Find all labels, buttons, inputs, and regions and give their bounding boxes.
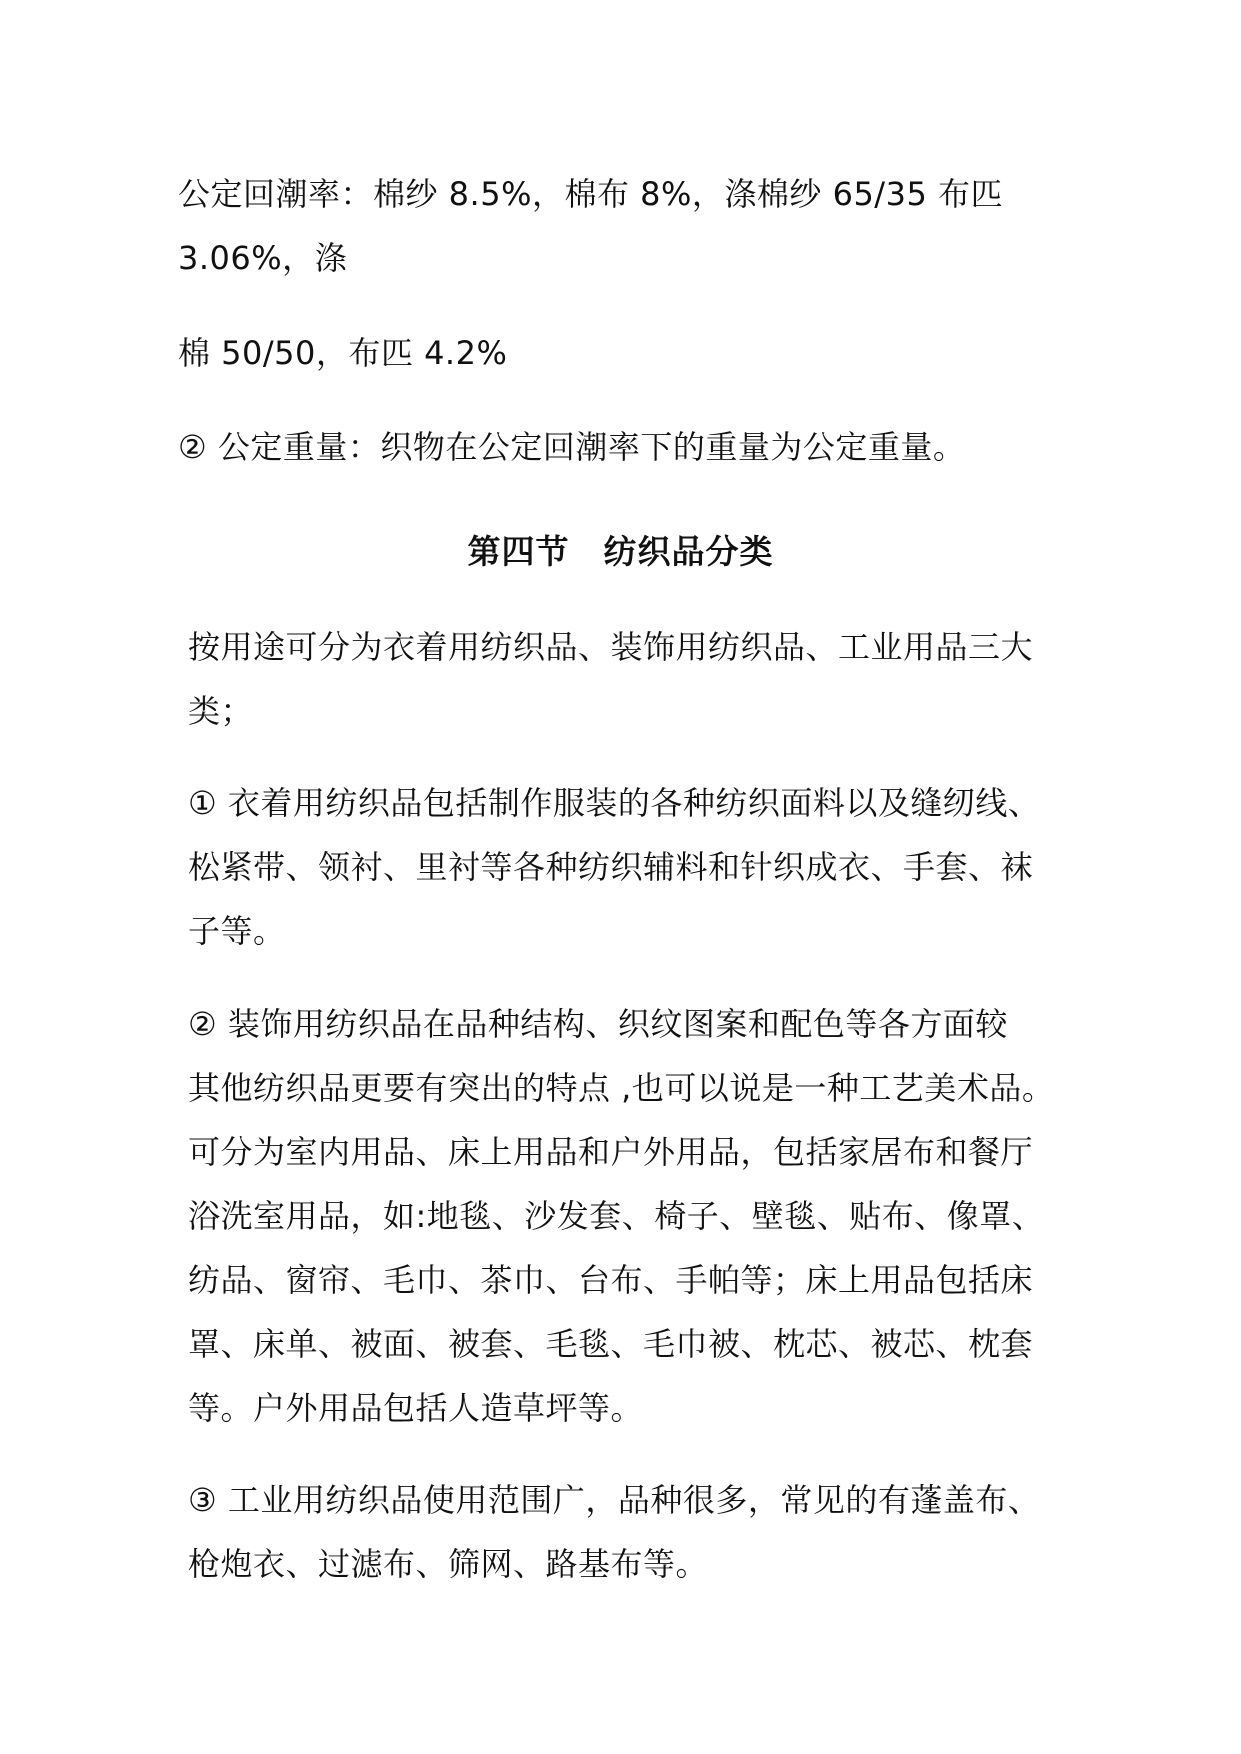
paragraph-line: ③ 工业用纺织品使用范围广，品种很多，常见的有蓬盖布、 (188, 1481, 1041, 1519)
moisture-regain-paragraph (178, 162, 1003, 290)
paragraph-line: 枪炮衣、过滤布、筛网、路基布等。 (188, 1545, 709, 1583)
paragraph-line: 罩、床单、被面、被套、毛毯、毛巾被、枕芯、被芯、枕套 (188, 1325, 1034, 1363)
industrial-textiles-paragraph (188, 1468, 1040, 1596)
classification-intro-paragraph (188, 615, 1033, 743)
clothing-textiles-paragraph (188, 771, 1040, 963)
paragraph-line: ② 装饰用纺织品在品种结构、织纹图案和配色等各方面较 (188, 1005, 1008, 1043)
paragraph-line: 子等。 (188, 912, 286, 950)
decorative-textiles-paragraph (188, 992, 1054, 1440)
section-heading: 第四节 纺织品分类 (467, 532, 774, 571)
paragraph-line: 类； (188, 692, 254, 730)
paragraph-line: 纺品、窗帘、毛巾、茶巾、台布、手帕等；床上用品包括床 (188, 1261, 1034, 1299)
public-weight-paragraph (178, 415, 965, 479)
moisture-regain-continuation (178, 321, 507, 385)
paragraph-line: 等。户外用品包括人造草坪等。 (188, 1389, 644, 1427)
paragraph-line: ② 公定重量：织物在公定回潮率下的重量为公定重量。 (178, 428, 966, 466)
paragraph-line: 可分为室内用品、床上用品和户外用品，包括家居布和餐厅 (188, 1133, 1034, 1171)
paragraph-line: ① 衣着用纺织品包括制作服装的各种纺织面料以及缝纫线、 (188, 784, 1041, 822)
paragraph-line: 松紧带、领衬、里衬等各种纺织辅料和针织成衣、手套、袜 (188, 848, 1034, 886)
paragraph-line: 其他纺织品更要有突出的特点 ,也可以说是一种工艺美术品。 (188, 1069, 1055, 1107)
paragraph-line: 3.06%，涤 (178, 239, 348, 277)
paragraph-line: 棉 50/50，布匹 4.2% (178, 334, 508, 372)
paragraph-line: 公定回潮率：棉纱 8.5%，棉布 8%，涤棉纱 65/35 布匹 (178, 175, 1003, 213)
paragraph-line: 浴洗室用品，如:地毯、沙发套、椅子、壁毯、贴布、像罩、 (188, 1197, 1045, 1235)
paragraph-line: 按用途可分为衣着用纺织品、装饰用纺织品、工业用品三大 (188, 628, 1034, 666)
